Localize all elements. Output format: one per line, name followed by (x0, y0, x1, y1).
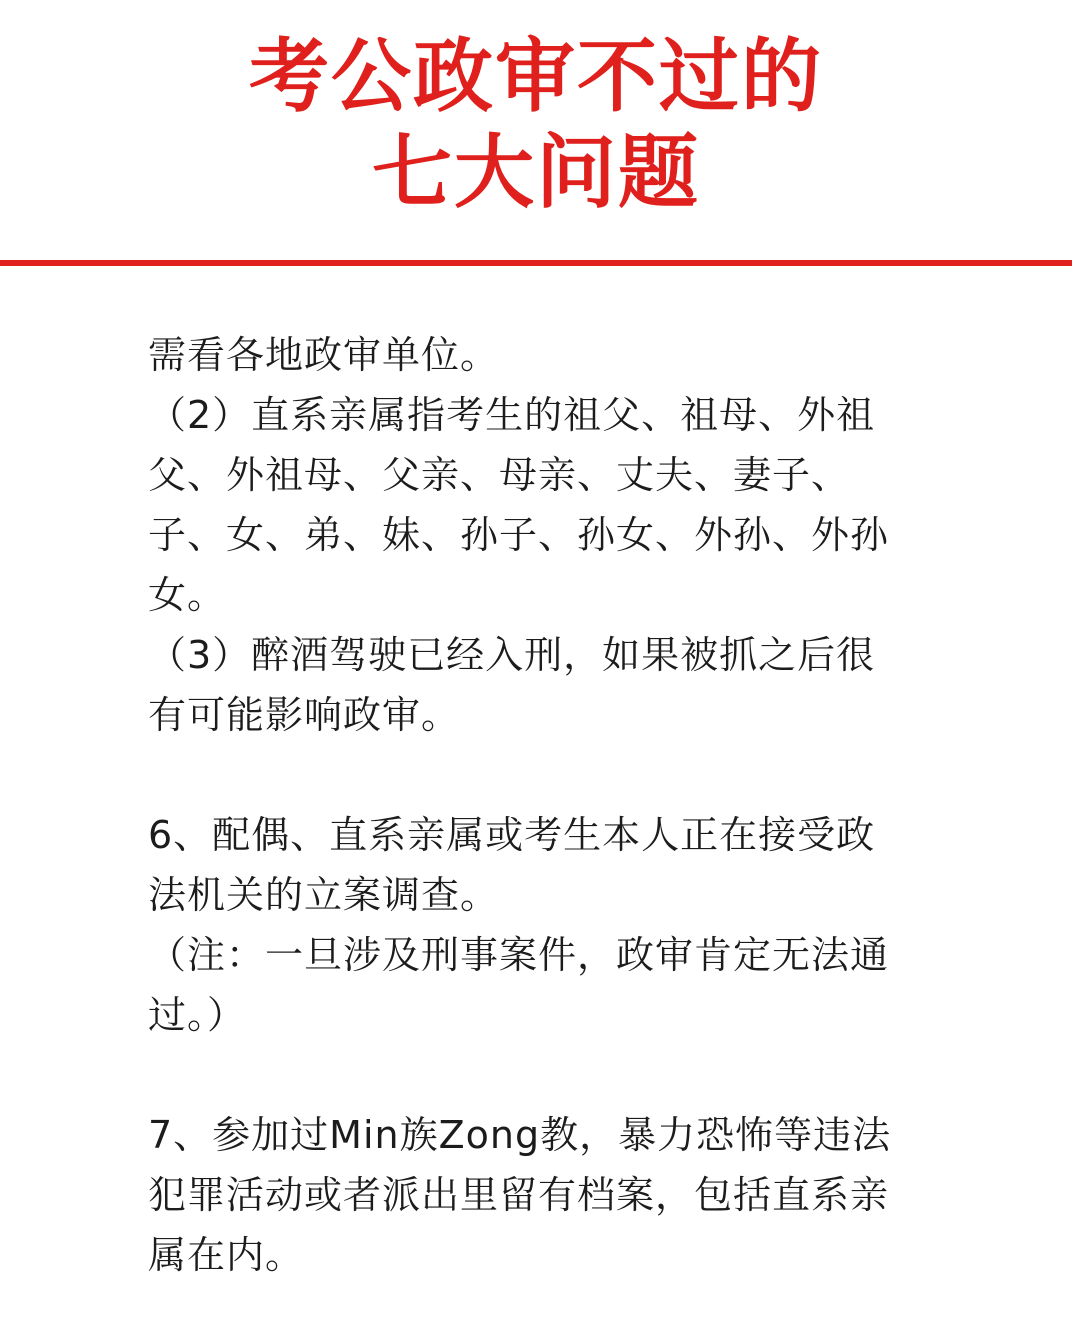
text-line: 女。 (148, 573, 227, 617)
text-line: 父、外祖母、父亲、母亲、丈夫、妻子、 (148, 453, 851, 497)
text-line: 6、配偶、直系亲属或考生本人正在接受政 (148, 813, 876, 857)
text-line: （注：一旦涉及刑事案件，政审肯定无法通 (148, 933, 890, 977)
text-line: （3）醉酒驾驶已经入刑，如果被抓之后很 (148, 633, 876, 677)
body-text (148, 325, 948, 1285)
paragraph-item-7 (148, 1105, 948, 1285)
text-line: 7、参加过Min族Zong教，暴力恐怖等违法 (148, 1113, 892, 1157)
paragraph-item-6 (148, 805, 948, 1045)
text-line: 犯罪活动或者派出里留有档案，包括直系亲 (148, 1173, 890, 1217)
text-line: 过。） (148, 993, 247, 1037)
text-line: 法机关的立案调查。 (148, 873, 500, 917)
paragraph-notes (148, 325, 948, 745)
title-block (0, 28, 1072, 220)
text-line: 有可能影响政审。 (148, 693, 461, 737)
title-line-1: 考公政审不过的 (249, 29, 823, 123)
paragraph-spacer (148, 1045, 948, 1105)
text-line: 子、女、弟、妹、孙子、孙女、外孙、外孙 (148, 513, 890, 557)
text-line: 属在内。 (148, 1233, 305, 1277)
title-divider (0, 260, 1072, 266)
title-line-2: 七大问题 (372, 125, 700, 219)
text-line: （2）直系亲属指考生的祖父、祖母、外祖 (148, 393, 876, 437)
paragraph-spacer (148, 745, 948, 805)
text-line: 需看各地政审单位。 (148, 333, 500, 377)
